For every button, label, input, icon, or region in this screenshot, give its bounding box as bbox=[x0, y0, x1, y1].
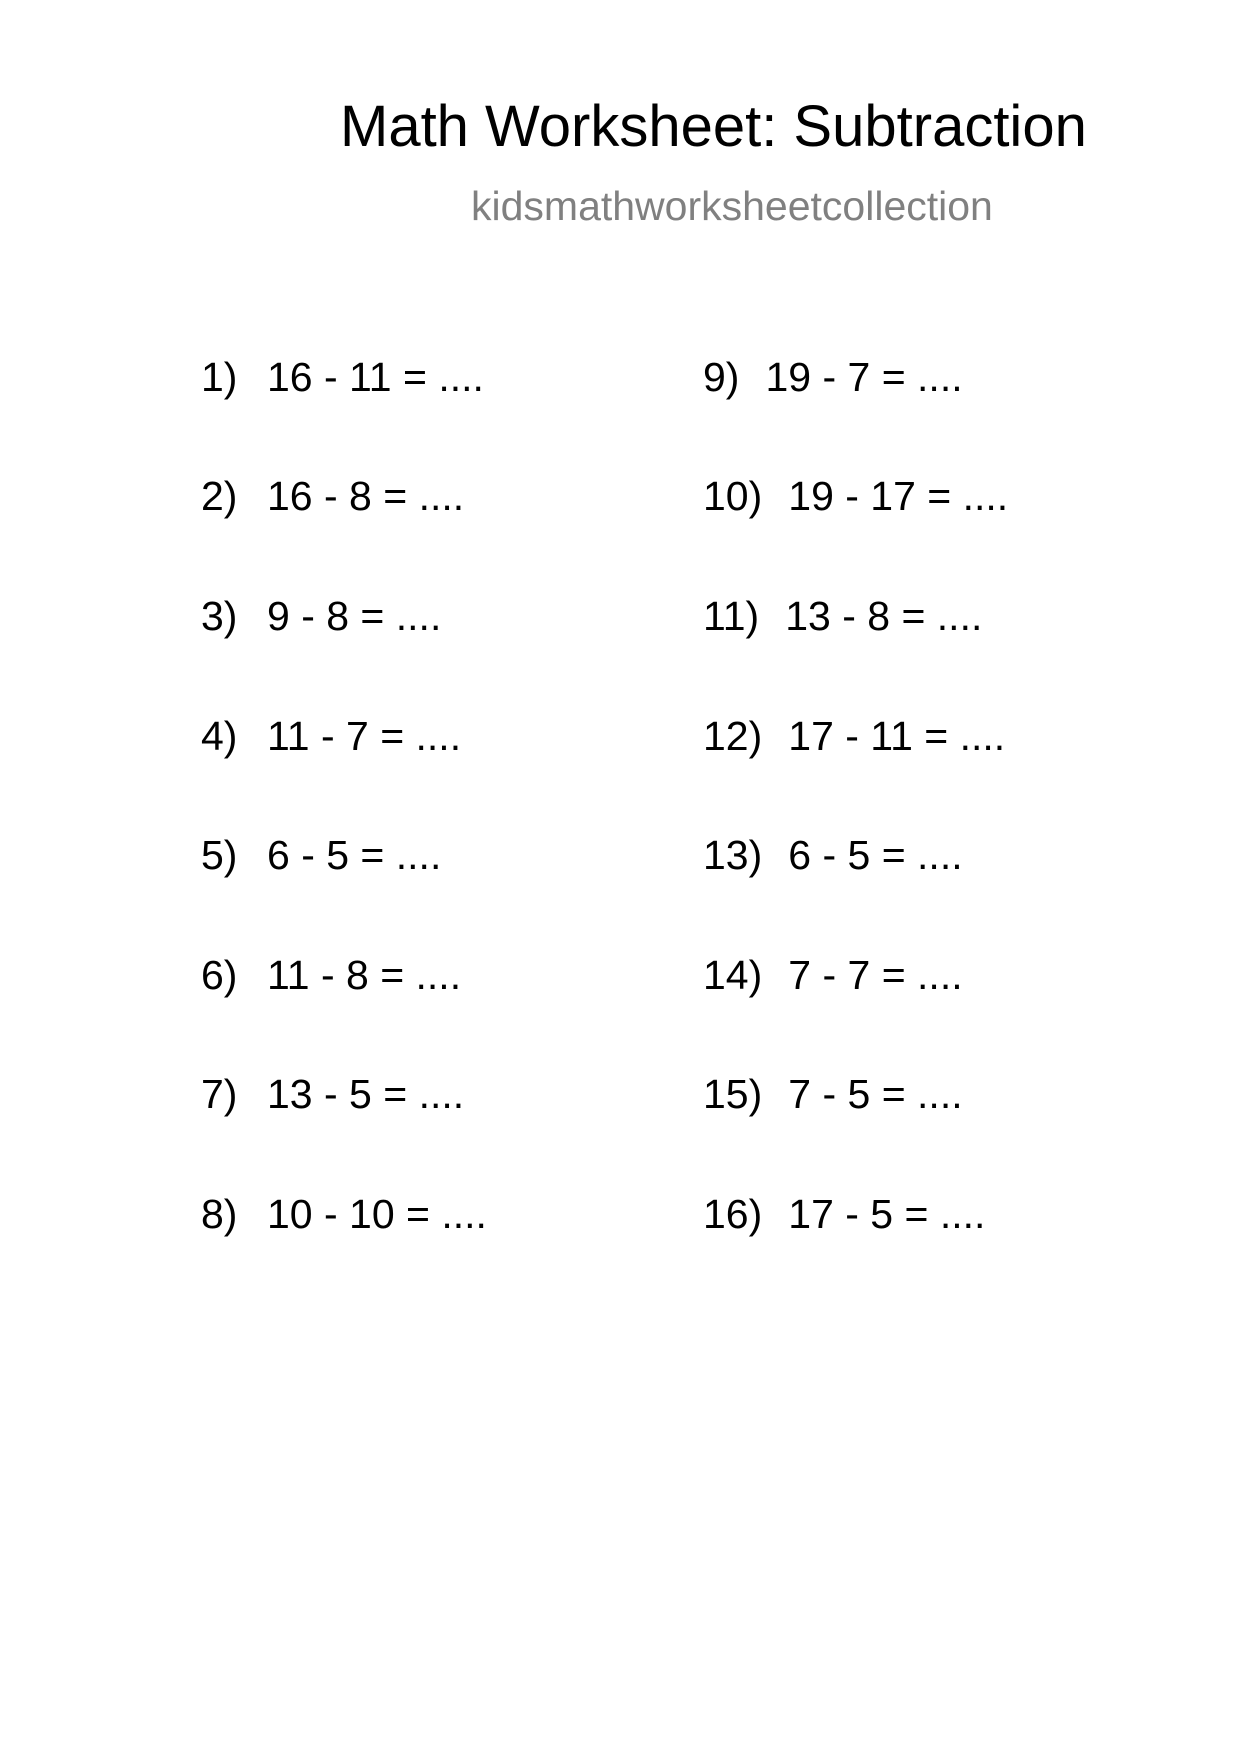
problem-expression: 9 - 8 = .... bbox=[267, 593, 442, 639]
problem-number: 15) bbox=[703, 1071, 763, 1117]
problem-number: 12) bbox=[703, 713, 763, 759]
problem-item bbox=[703, 713, 1006, 759]
problem-expression: 11 - 7 = .... bbox=[267, 713, 462, 759]
problem-item bbox=[201, 952, 462, 998]
problem-expression: 19 - 7 = .... bbox=[765, 354, 963, 400]
problem-item bbox=[201, 593, 442, 639]
problem-number: 11) bbox=[703, 593, 760, 639]
problem-item bbox=[703, 952, 963, 998]
problem-item bbox=[703, 832, 963, 878]
problem-expression: 13 - 5 = .... bbox=[267, 1071, 465, 1117]
problem-number: 13) bbox=[703, 832, 763, 878]
problem-item bbox=[703, 354, 963, 400]
problem-number: 16) bbox=[703, 1191, 763, 1237]
problem-number: 2) bbox=[201, 473, 238, 519]
problem-expression: 13 - 8 = .... bbox=[785, 593, 983, 639]
problem-number: 5) bbox=[201, 832, 238, 878]
problem-number: 3) bbox=[201, 593, 238, 639]
problem-expression: 19 - 17 = .... bbox=[788, 473, 1009, 519]
problem-item bbox=[201, 354, 484, 400]
problem-expression: 16 - 8 = .... bbox=[267, 473, 465, 519]
problem-expression: 17 - 11 = .... bbox=[788, 713, 1006, 759]
problem-item bbox=[703, 1191, 986, 1237]
problem-expression: 16 - 11 = .... bbox=[267, 354, 484, 400]
problem-item bbox=[703, 1071, 963, 1117]
problem-item bbox=[201, 832, 442, 878]
problem-number: 9) bbox=[703, 354, 740, 400]
problem-expression: 10 - 10 = .... bbox=[267, 1191, 487, 1237]
problem-expression: 11 - 8 = .... bbox=[267, 952, 462, 998]
worksheet-subtitle: kidsmathworksheetcollection bbox=[471, 183, 993, 229]
problem-number: 14) bbox=[703, 952, 763, 998]
problem-expression: 6 - 5 = .... bbox=[267, 832, 442, 878]
problem-expression: 7 - 7 = .... bbox=[788, 952, 963, 998]
problem-number: 4) bbox=[201, 713, 238, 759]
worksheet-title: Math Worksheet: Subtraction bbox=[340, 94, 1087, 159]
problem-item bbox=[201, 1191, 487, 1237]
problem-expression: 7 - 5 = .... bbox=[788, 1071, 963, 1117]
problem-number: 8) bbox=[201, 1191, 238, 1237]
problem-expression: 6 - 5 = .... bbox=[788, 832, 963, 878]
problem-item bbox=[703, 473, 1009, 519]
problem-number: 7) bbox=[201, 1071, 238, 1117]
problem-item bbox=[201, 1071, 465, 1117]
problem-number: 10) bbox=[703, 473, 763, 519]
problem-expression: 17 - 5 = .... bbox=[788, 1191, 986, 1237]
problem-item bbox=[703, 593, 983, 639]
problem-item bbox=[201, 473, 465, 519]
problem-number: 1) bbox=[201, 354, 238, 400]
problem-number: 6) bbox=[201, 952, 238, 998]
problem-item bbox=[201, 713, 462, 759]
